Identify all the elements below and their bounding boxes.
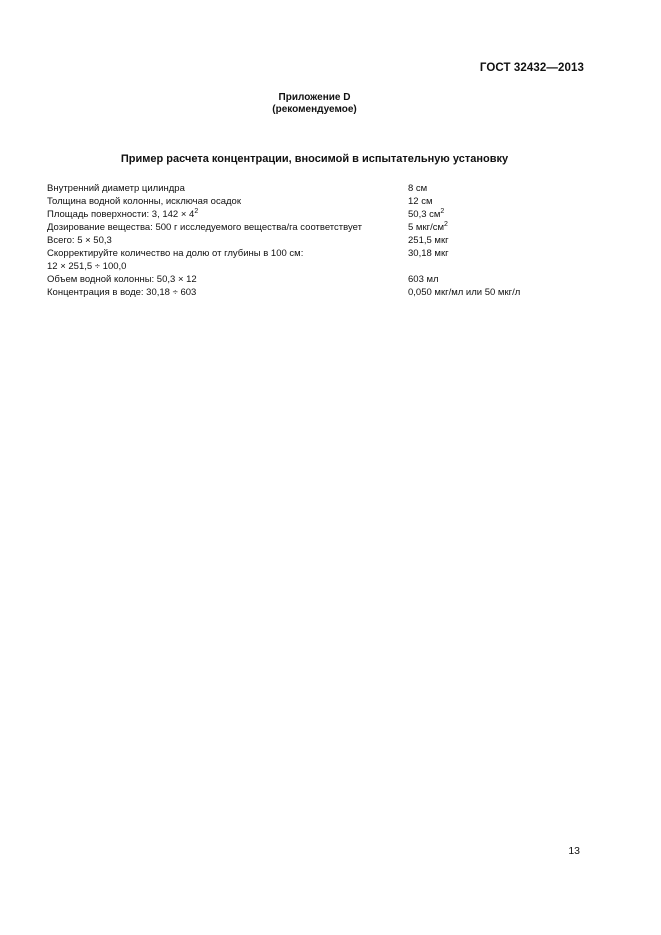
- calc-row: [47, 208, 607, 221]
- calc-row: [47, 221, 607, 234]
- section-title: Пример расчета концентрации, вносимой в испытательную установку: [120, 153, 509, 165]
- calc-label: Объем водной колонны: 50,3 × 12: [47, 274, 197, 285]
- calc-value: 603 мл: [408, 274, 439, 285]
- calc-row: [47, 260, 607, 273]
- calc-value: 8 см: [408, 183, 428, 194]
- calc-value: 251,5 мкг: [408, 235, 449, 246]
- annex-subtitle: (рекомендуемое): [272, 104, 357, 115]
- calc-row: [47, 273, 607, 286]
- calc-row: [47, 286, 607, 299]
- value-superscript: 2: [444, 221, 448, 228]
- label-superscript: 2: [194, 208, 199, 215]
- value-superscript: 2: [440, 208, 445, 215]
- calc-row: [47, 234, 607, 247]
- page-number: 13: [568, 845, 580, 857]
- calc-value: 0,050 мкг/мл или 50 мкг/л: [408, 287, 521, 298]
- calc-row: [47, 182, 607, 195]
- calc-label: Площадь поверхности: 3, $142 \times 4^2$: [47, 208, 199, 220]
- calc-value: 30,18 мкг: [408, 248, 449, 259]
- calculation-table: [47, 182, 607, 299]
- calc-label: Толщина водной колонны, исключая осадок: [47, 196, 241, 207]
- calc-label: Дозирование вещества: 500 г исследуемого вещества/га соответствует: [47, 222, 362, 233]
- calc-label: Всего: 5 × 50,3: [47, 235, 112, 246]
- calc-label: Концентрация в воде: 30,18 ÷ 603: [47, 287, 197, 298]
- calc-row: [47, 247, 607, 260]
- calc-label: Скорректируйте количество на долю от глубины в 100 см:: [47, 248, 304, 259]
- calc-value: 5 мкг/$см^2$: [408, 221, 448, 233]
- calc-row: [47, 195, 607, 208]
- annex-title: Приложение D: [278, 92, 351, 103]
- calc-value: 50,3 $см^2$: [408, 208, 445, 220]
- calc-label: 12 × 251,5 ÷ 100,0: [47, 261, 127, 272]
- document-code: ГОСТ 32432—2013: [479, 62, 584, 74]
- calc-label: Внутренний диаметр цилиндра: [47, 183, 185, 194]
- calc-value: 12 см: [408, 196, 433, 207]
